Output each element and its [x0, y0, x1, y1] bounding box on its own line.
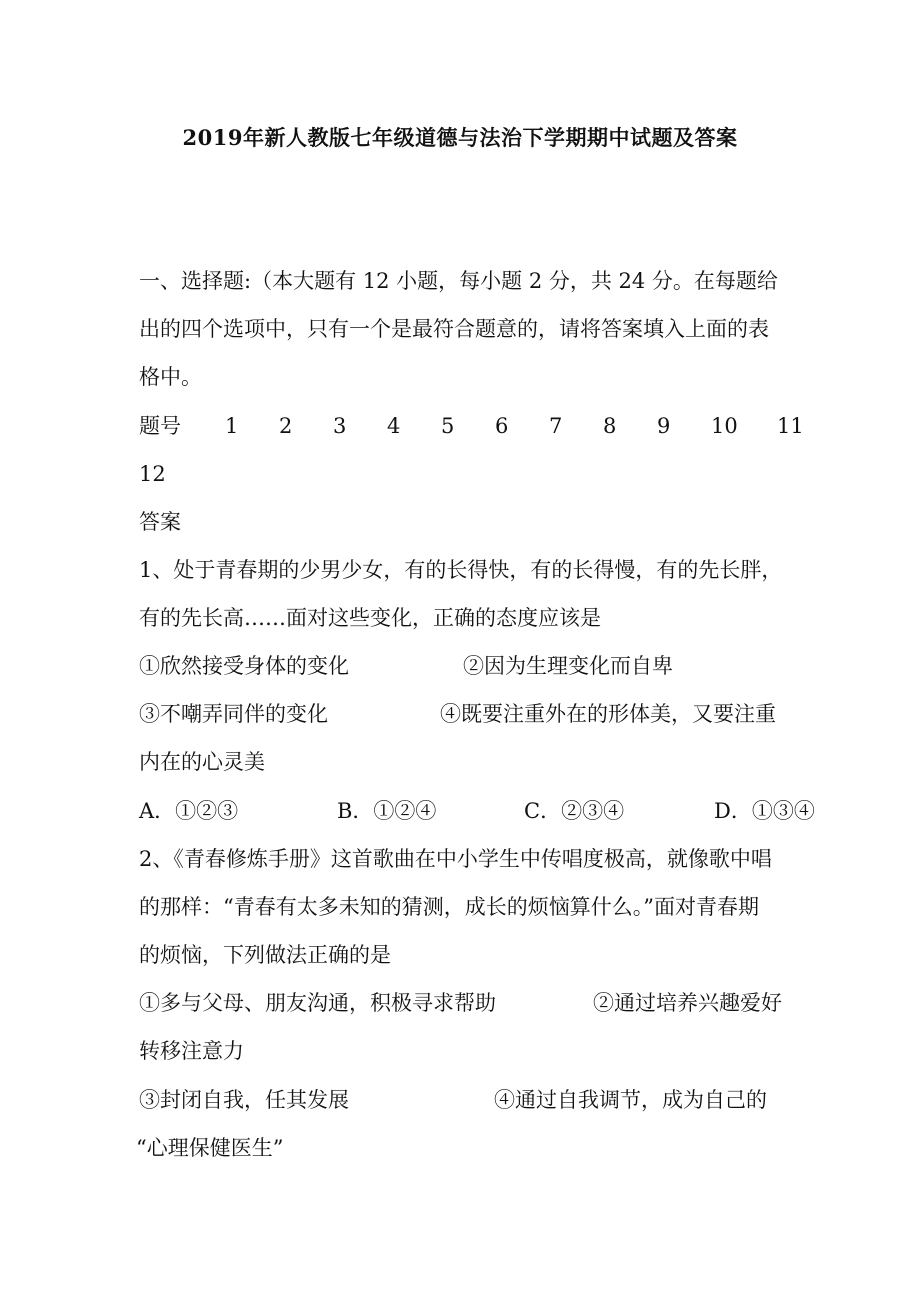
question-number: 11 — [777, 414, 804, 438]
q1-statement-1: ①欣然接受身体的变化 — [139, 654, 349, 678]
section-heading-line-2: 出的四个选项中，只有一个是最符合题意的，请将答案填入上面的表 — [139, 317, 769, 341]
q1-choice-b: B．①②④ — [337, 799, 437, 823]
q1-statement-3: ③不嘲弄同伴的变化 — [139, 702, 328, 726]
question-number: 5 — [441, 414, 455, 438]
q2-statement-1: ①多与父母、朋友沟通，积极寻求帮助 — [139, 991, 496, 1015]
q2-stem-line-3: 的烦恼，下列做法正确的是 — [139, 943, 391, 967]
section-heading-line-3: 格中。 — [139, 365, 202, 389]
question-number: 10 — [711, 414, 738, 438]
q2-statement-4: ④通过自我调节，成为自己的 — [494, 1088, 767, 1112]
q2-stem-line-1: 2、《青春修炼手册》这首歌曲在中小学生中传唱度极高，就像歌中唱 — [139, 847, 772, 871]
question-number: 3 — [333, 414, 347, 438]
question-number: 1 — [225, 414, 239, 438]
answer-table-header-row — [139, 411, 819, 441]
q1-choice-a: A．①②③ — [139, 799, 239, 823]
q1-stem-line-2: 有的先长高……面对这些变化，正确的态度应该是 — [139, 606, 601, 630]
q1-choice-c: C．②③④ — [524, 799, 625, 823]
question-number: 6 — [495, 414, 509, 438]
q2-statement-3: ③封闭自我，任其发展 — [139, 1088, 349, 1112]
q1-choice-d: D．①③④ — [714, 799, 815, 823]
question-number: 2 — [279, 414, 293, 438]
question-number: 4 — [387, 414, 401, 438]
q2-statement-4-cont: “心理保健医生” — [136, 1136, 284, 1160]
q2-statement-2-cont: 转移注意力 — [139, 1039, 244, 1063]
q1-stem-line-1: 1、处于青春期的少男少女，有的长得快，有的长得慢，有的先长胖， — [139, 558, 783, 582]
q1-statement-4: ④既要注重外在的形体美，又要注重 — [440, 702, 776, 726]
q2-statement-2: ②通过培养兴趣爱好 — [593, 991, 782, 1015]
q2-stem-line-2: 的那样：“青春有太多未知的猜测，成长的烦恼算什么。”面对青春期 — [139, 895, 759, 919]
question-number-label: 题号 — [139, 414, 181, 438]
section-heading-line-1: 一、选择题:（本大题有 12 小题，每小题 2 分，共 24 分。在每题给 — [139, 269, 778, 293]
question-number: 7 — [549, 414, 563, 438]
question-number-wrapped: 12 — [139, 462, 166, 486]
answer-label: 答案 — [139, 510, 181, 534]
question-number: 9 — [657, 414, 671, 438]
q1-statement-2: ②因为生理变化而自卑 — [463, 654, 673, 678]
document-title: 2019年新人教版七年级道德与法治下学期期中试题及答案 — [182, 125, 738, 150]
q1-statement-4-cont: 内在的心灵美 — [139, 750, 265, 774]
question-number: 8 — [603, 414, 617, 438]
